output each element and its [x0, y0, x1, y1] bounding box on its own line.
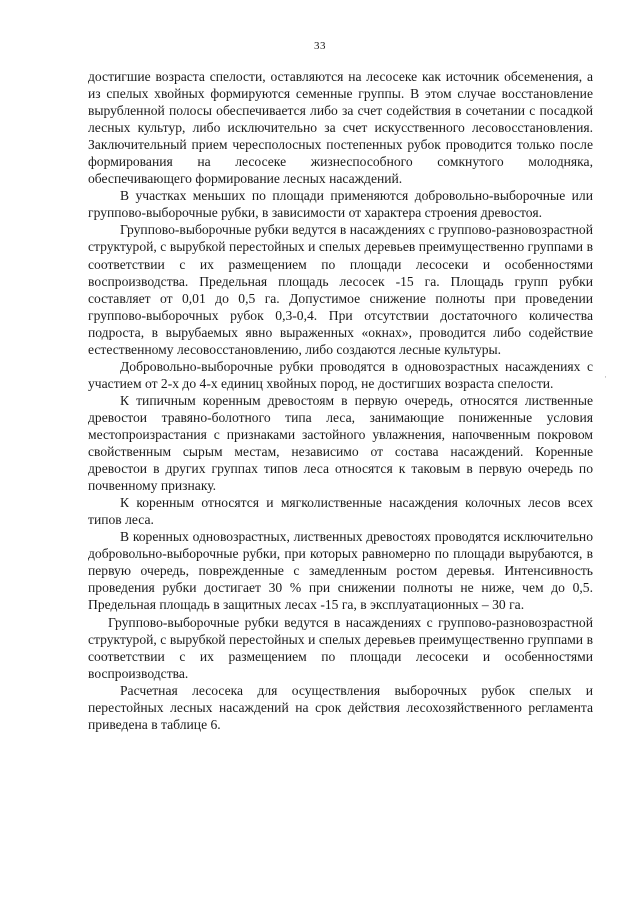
paragraph: Добровольно-выборочные рубки проводятся в одновозрастных насаждениях с участием от 2-х до 4-х единиц хвойных пород, не достигших возраста спелости. [88, 358, 593, 391]
paragraph: Расчетная лесосека для осуществления выборочных рубок спелых и перестойных лесных насаждений на срок действия лесохозяйственного регламента приведена в таблице 6. [88, 682, 593, 732]
paragraph: К типичным коренным древостоям в первую очередь, относятся лиственные древостои травяно-болотного типа леса, занимающие пониженные условия местопроизрастания с признаками застойного увлажнения, напочвенным покровом свойственным сырым местам, независимо от состава насаждений. Коренные древостои в других группах типов леса относятся к таковым в первую очередь по почвенному признаку. [88, 392, 593, 494]
paragraph: Группово-выборочные рубки ведутся в насаждениях с группово-разновозрастной структурой, с вырубкой перестойных и спелых деревьев преимущественно группами в соответствии с их размещением по площади лесосеки и особенностями воспроизводства. Предельная площадь лесосек -15 га. Площадь групп рубки составляет от 0,01 до 0,5 га. Допустимое снижение полноты при проведении группово-выборочных рубок 0,3-0,4. При отсутствии достаточного количества подроста, в вырубаемых явно выраженных «окнах», проводится либо содействие естественному лесовосстановлению, либо создаются лесные культуры. [88, 222, 593, 357]
margin-dot: · [604, 372, 607, 382]
page-number: 33 [314, 40, 326, 52]
paragraph: достигшие возраста спелости, оставляются на лесосеке как источник обсеменения, а из спелых хвойных формируются семенные группы. В этом случае восстановление вырубленной полосы обеспечивается либо за счет содействия в сочетании с посадкой лесных культур, либо исключительно за счет искусственного лесовосстановления. Заключительный прием чересполосных постепенных рубок проводится только после формирования на лесосеке жизнеспособного сомкнутого молодняка, обеспечивающего формирование лесных насаждений. [88, 69, 593, 187]
body-text [88, 68, 593, 733]
paragraph: В участках меньших по площади применяются добровольно-выборочные или группово-выборочные рубки, в зависимости от характера строения древостоя. [88, 188, 593, 221]
paragraph: Группово-выборочные рубки ведутся в насаждениях с группово-разновозрастной структурой, с вырубкой перестойных и спелых деревьев преимущественно группами в соответствии с их размещением по площади лесосеки и особенностями воспроизводства. [88, 614, 593, 681]
paragraph: К коренным относятся и мягколиственные насаждения колочных лесов всех типов леса. [88, 495, 593, 528]
paragraph: В коренных одновозрастных, лиственных древостоях проводятся исключительно добровольно-выборочные рубки, при которых равномерно по площади вырубаются, в первую очередь, поврежденные с замедленным ростом деревья. Интенсивность проведения рубки достигает 30 % при снижении полноты не ниже, чем до 0,5. Предельная площадь в защитных лесах -15 га, в эксплуатационных – 30 га. [88, 529, 593, 613]
